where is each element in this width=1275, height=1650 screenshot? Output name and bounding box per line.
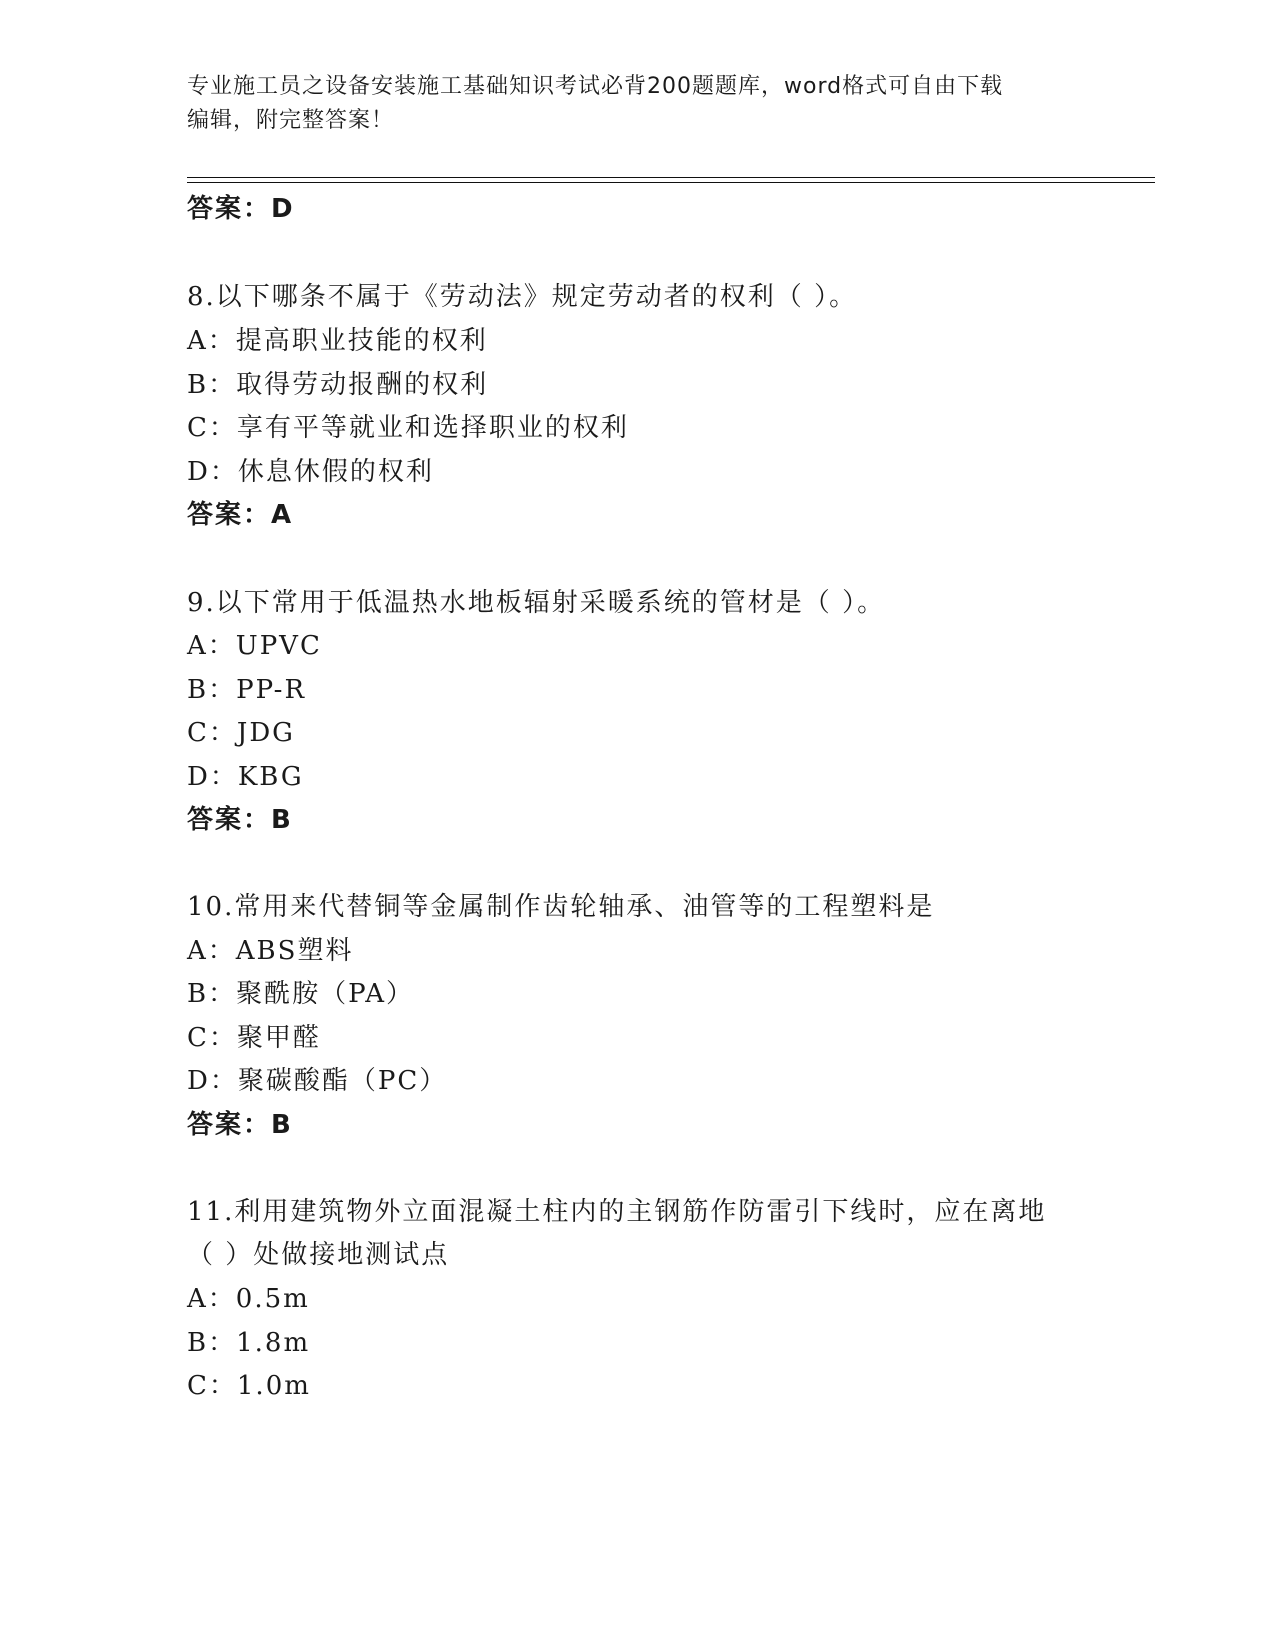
question-8-option-b: B：取得劳动报酬的权利 bbox=[187, 370, 489, 400]
question-8-option-d: D：休息休假的权利 bbox=[187, 457, 434, 487]
question-9-option-c: C：JDG bbox=[187, 718, 295, 748]
question-11-line-1: 11.利用建筑物外立面混凝土柱内的主钢筋作防雷引下线时，应在离地 bbox=[187, 1197, 1047, 1227]
question-10-answer: 答案：B bbox=[187, 1110, 293, 1140]
question-9-option-a: A：UPVC bbox=[187, 631, 322, 661]
question-8-answer: 答案：A bbox=[187, 500, 294, 530]
answer-line: 答案：D bbox=[187, 194, 295, 224]
question-10-option-c: C：聚甲醛 bbox=[187, 1023, 321, 1053]
question-8-option-a: A：提高职业技能的权利 bbox=[187, 326, 488, 356]
question-11-line-2: （ ）处做接地测试点 bbox=[187, 1240, 450, 1270]
question-9: 9.以下常用于低温热水地板辐射采暖系统的管材是（ ）。 bbox=[187, 588, 886, 618]
header-title-line-1: 专业施工员之设备安装施工基础知识考试必背200题题库，word格式可自由下载 bbox=[187, 74, 1004, 99]
question-11-option-c: C：1.0m bbox=[187, 1371, 311, 1401]
header-divider-top bbox=[187, 177, 1155, 178]
question-10-option-a: A：ABS塑料 bbox=[187, 936, 354, 966]
question-11-option-b: B：1.8m bbox=[187, 1328, 311, 1358]
question-10: 10.常用来代替铜等金属制作齿轮轴承、油管等的工程塑料是 bbox=[187, 892, 935, 922]
question-8: 8.以下哪条不属于《劳动法》规定劳动者的权利（ ）。 bbox=[187, 282, 858, 312]
question-10-option-d: D：聚碳酸酯（PC） bbox=[187, 1066, 448, 1096]
question-10-option-b: B：聚酰胺（PA） bbox=[187, 979, 414, 1009]
question-9-option-b: B：PP-R bbox=[187, 675, 307, 705]
header-divider-bottom bbox=[187, 182, 1155, 183]
question-8-option-c: C：享有平等就业和选择职业的权利 bbox=[187, 413, 629, 443]
question-11-option-a: A：0.5m bbox=[187, 1284, 310, 1314]
question-9-answer: 答案：B bbox=[187, 805, 293, 835]
question-9-option-d: D：KBG bbox=[187, 762, 304, 792]
document-header bbox=[187, 70, 1077, 138]
header-title-line-2: 编辑，附完整答案！ bbox=[187, 108, 395, 133]
